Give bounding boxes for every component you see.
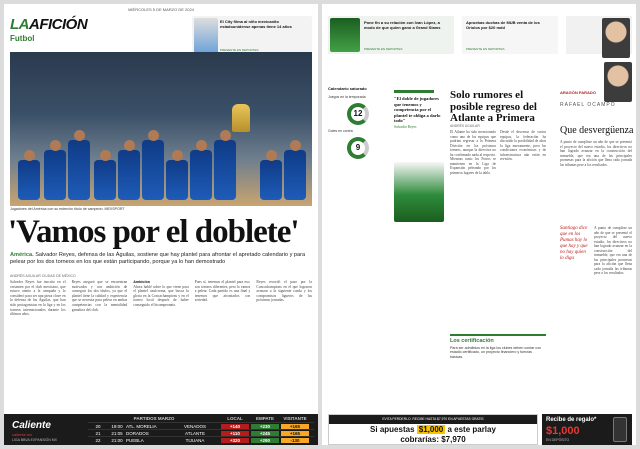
odds-away: ATLANTE: [185, 430, 205, 436]
odds-header: PARTIDOS MARZO LOCAL EMPATE VISITANTE: [133, 416, 307, 421]
promo-photo: [194, 18, 218, 54]
player-figure: [68, 140, 90, 200]
trophy-icon: [232, 104, 250, 132]
odds-value[interactable]: +290: [251, 438, 279, 443]
column-tag: ARAGÓN PARADO: [560, 90, 596, 95]
odds-time: 21:05: [111, 430, 123, 436]
article-col: Reyes recordó el paso por la Concachampions en el que lograron avanzar a la siguiente ronda y los compromisos ligueros de las próximas jornadas.: [256, 280, 312, 303]
right-page: [322, 4, 636, 445]
player-head: [196, 140, 207, 151]
headline: Solo rumores el posible regreso del Atlante a Primera: [450, 89, 537, 124]
odds-value[interactable]: -130: [281, 438, 309, 443]
gift-ad[interactable]: [542, 414, 632, 445]
promo-photo: [330, 18, 360, 52]
stats-box: [328, 86, 388, 226]
odds-row: [88, 429, 314, 436]
player-head: [220, 130, 231, 141]
article-col: Pues sí, tenemos el plantel para eso, son torneos diferentes, pero lo vamos a pelear. Cada partido es una final y tenemos que afrontarlos con seriedad.: [194, 280, 251, 303]
phone-icon: [613, 417, 627, 442]
columnist-headshot: [602, 18, 630, 58]
odds-value[interactable]: +230: [251, 424, 279, 429]
odds-value[interactable]: +140: [221, 424, 249, 429]
player-figure: [260, 160, 282, 200]
columnist-strip: [566, 16, 632, 54]
team-group: [10, 102, 312, 172]
brand-logo: Caliente: [12, 420, 51, 431]
odds-row: [88, 436, 314, 443]
odds-value[interactable]: +110: [221, 431, 249, 436]
promo-sub: PRESENTE EN DEPORTES: [364, 47, 403, 51]
ad-title: Recibe de regalo*: [546, 417, 597, 423]
info-box: [450, 334, 546, 404]
ad-banner: EVITA PERDERLO. RECIBE HASTA $7,970 EN APUESTAS GRATIS: [329, 415, 537, 424]
quote-divider: [394, 90, 434, 93]
column-body: A punto de cumplirse un año de que se presentó el proyecto del nuevo estadio, los directivos no han logrado avanzar en la construcción del inmueble, que era una de las principales promesas para la afición que llena cada jornada las tribunas pese a los resultados.: [594, 226, 632, 275]
column-author: RAFAEL OCAMPO: [560, 102, 616, 108]
stats-label: Juegos en la temporada: [328, 95, 366, 99]
player-photo: [394, 162, 444, 222]
player-head: [148, 130, 159, 141]
article-col: Salvador Reyes fue inscrito en el certamen por el club mexicano, que estuvo atento a la campaña y lo consideró para ser una pieza clave en la defensa de las Águilas, que han sido protagonistas en la liga y en los torneos internacionales durante los últimos años.: [10, 280, 66, 317]
player-figure: [18, 160, 40, 200]
headline: 'Vamos por el doblete': [8, 214, 299, 250]
odds-value[interactable]: +165: [281, 431, 309, 436]
odds-value[interactable]: +165: [281, 424, 309, 429]
column-pull-quote: Santiago dice que en los Pumas hay lo que hay y que no hay quien lo diga: [560, 226, 588, 261]
player-figure: [142, 140, 164, 200]
article-col: El Atlante ha sido mencionado como uno de los equipos que podrían regresar a la Primera División en los próximos torneos, aunque la directiva no ha confirmado nada al respecto. Mientras tanto los Potros se mantienen en la Liga de Expansión peleando por los primeros lugares de la tabla.: [450, 130, 496, 175]
column-body: A punto de cumplirse un año de que se presentó el proyecto del nuevo estadio, los directivos no han logrado avanzar en la construcción del inmueble, que era una de las principales promesas para la afición que llena cada jornada las tribunas pese a los resultados.: [560, 140, 632, 167]
ad-line: Si apuestas $1,000 a este parlay: [370, 425, 496, 434]
player-figure: [44, 150, 66, 200]
player-figure: [166, 160, 188, 200]
odds-away: VENADOS: [183, 423, 206, 429]
odds-value[interactable]: +245: [251, 431, 279, 436]
player-head: [74, 130, 85, 141]
article-col: Desde el descenso de varios equipos, la federación ha discutido la posibilidad de abrir la liga nuevamente, pero las condiciones económicas y de infraestructura aún están en revisión.: [500, 130, 546, 161]
league-label: LIGA BBVA EXPANSIÓN MX: [12, 438, 57, 442]
brand-url: caliente.mx: [12, 432, 33, 437]
ad-line: cobrarías: $7,970: [400, 435, 466, 444]
player-figure: [190, 150, 212, 200]
odds-date: 22: [95, 437, 101, 443]
section-label: Futbol: [10, 34, 35, 43]
stat-donut: 12: [347, 103, 369, 125]
player-head: [266, 150, 277, 161]
info-box-title: Los certificación: [450, 338, 494, 344]
player-head: [100, 150, 111, 161]
article-col: Reyes aseguró que se encuentran motivados y con ambición de conseguir los dos títulos, ya que el plantel tiene la calidad y experiencia que se necesita para pelear en ambas competencias con la mentalidad ganadora del club.: [71, 280, 128, 312]
odds-value[interactable]: +320: [221, 438, 249, 443]
parlay-ad[interactable]: [328, 414, 538, 445]
promo-box[interactable]: [462, 16, 558, 54]
column-title: Que desvergüenza: [560, 125, 634, 136]
ad-amount: $1,000: [546, 425, 580, 437]
bet-ad[interactable]: [322, 414, 636, 445]
odds-date: 21: [95, 430, 101, 436]
odds-row: [88, 422, 314, 429]
promo-sub: PRESENTE EN DEPORTES: [466, 47, 505, 51]
left-page: [4, 4, 318, 445]
newspaper-logo: LAAFICIÓN: [10, 16, 88, 33]
info-box-text: Para ser admitidos en la liga los clubes deben contar con estadio certificado, un proyecto financiero y fuerzas básicas.: [450, 346, 542, 359]
odds-ad[interactable]: [4, 414, 318, 445]
odds-time: 19:00: [111, 423, 123, 429]
stats-label: Goles en contra: [328, 129, 353, 133]
dateline: MIÉRCOLES 5 DE MARZO DE 2024: [128, 7, 194, 12]
promo-text: Apruebas duchas de MUB venta de los Oriolos por $20 mdd: [466, 20, 540, 30]
odds-away: TIJUANA: [185, 437, 205, 443]
odds-table: [88, 416, 314, 443]
odds-home: PUEBLA: [126, 437, 144, 443]
byline: ANDRÉS AGUILAR CIUDAD DE MÉXICO: [10, 274, 76, 278]
player-figure: [118, 150, 140, 200]
article-columns: [10, 280, 312, 410]
promo-box[interactable]: [328, 16, 454, 54]
player-head: [24, 150, 35, 161]
team-photo: [10, 52, 312, 206]
pull-quote: "El doble de jugadores que tenemos y competencia por el plantel te obliga a darlo todo" Salvador Reyes: [394, 96, 441, 129]
odds-home: ATL. MORELIA: [126, 423, 157, 429]
ad-sub: EN DEPÓSITO: [546, 438, 570, 442]
promo-text: Pone fin a su relación con Ivan López, a modo de que quien ganó a Grand Slams: [364, 20, 441, 30]
article-col: Ambición Ahora hablé sobre lo que viene para el plantel azulcrema, que busca la gloria en la Concachampions y en el torneo local después de haber conseguido el bicampeonato.: [133, 280, 189, 307]
player-figure: [284, 150, 306, 200]
odds-home: DORADOS: [126, 430, 149, 436]
player-figure: [214, 140, 236, 200]
odds-date: 20: [95, 423, 101, 429]
stats-title: Calendario saturado: [328, 86, 367, 91]
player-head: [50, 140, 61, 151]
player-head: [290, 140, 301, 151]
player-head: [124, 140, 135, 151]
photo-caption: Jugadores del América con su estrecho título de campeón. MEXSPORT: [10, 207, 125, 211]
byline: ANDRÉS AGUILAR: [450, 124, 480, 128]
promo-box[interactable]: [192, 16, 312, 56]
player-figure: [94, 160, 116, 200]
odds-time: 21:00: [111, 437, 123, 443]
promo-text: El City filma al niño mexicanito estadounidense apenas tiene 14 años: [220, 19, 292, 29]
player-head: [172, 150, 183, 161]
lede: América. Salvador Reyes, defensa de las Águilas, sostiene que hay plantel para afrontar el apretado calendario y para pelear por los dos torneos en los que están participando, porque ya lo han demostrado: [10, 252, 306, 265]
promo-sub: PRESENTE EN DEPORTES: [220, 48, 259, 52]
stat-donut: 9: [347, 137, 369, 159]
author-headshot: [604, 62, 632, 102]
